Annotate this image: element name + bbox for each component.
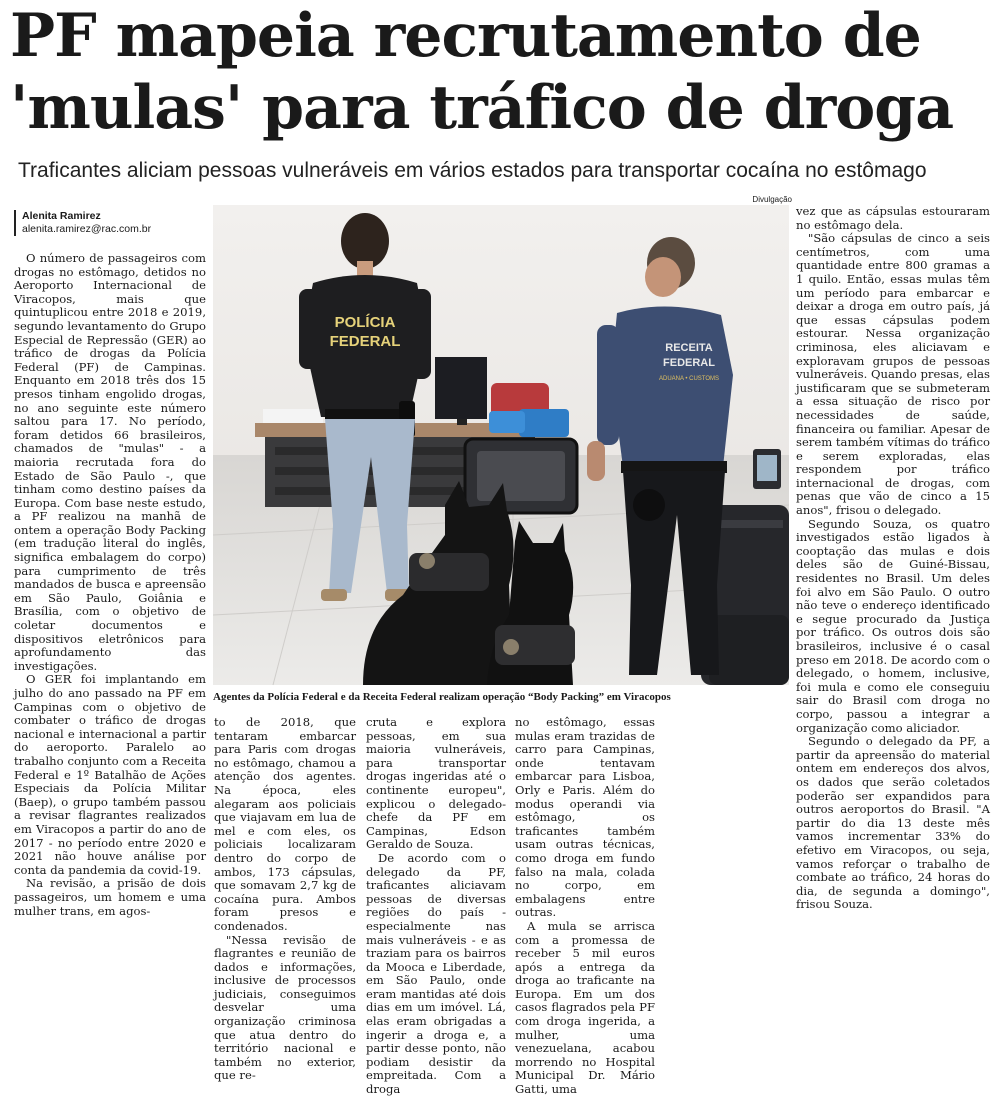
vest-text-federal-right: FEDERAL xyxy=(663,357,715,369)
paragraph: vez que as cápsulas estouraram no estômago dela. xyxy=(796,204,990,232)
paragraph: Segundo o delegado da PF, a partir da apreensão do material ontem em endereços dos alvos, os dados que serão coletados poderão ser expandidos para outros aeroportos do Brasil. "A partir do dia 13 deste mês vamos incrementar 33% do efetivo em Viracopos, ou seja, vamos reforçar o trabalho de combate ao tráfico, 24 horas do dia, de segunda a domingo", frisou Souza. xyxy=(796,734,990,912)
article-column-2 xyxy=(214,715,356,1083)
paragraph: Na revisão, a prisão de dois passageiros, um homem e uma mulher trans, em agos- xyxy=(14,876,206,918)
author-name: Alenita Ramirez xyxy=(22,210,101,222)
headline xyxy=(10,0,990,144)
paragraph: O GER foi implantando em julho do ano passado na PF em Campinas com o objetivo de combater o tráfico de drogas nacional e internacional a partir do aeroporto. Paralelo ao trabalho conjunto com a Receita Federal e 1º Batalhão de Ações Especiais da Polícia Militar (Baep), o grupo também passou a revisar flagrantes realizados em Viracopos a partir do ano de 2017 - no período entre 2020 e 2021 não houve análise por conta da pandemia da covid-19. xyxy=(14,672,206,877)
paragraph: De acordo com o delegado da PF, traficantes aliciavam pessoas de diversas regiões do país - especialmente nas mais vulneráveis - e as traziam para os bairros da Mooca e Liberdade, em São Paulo, onde eram mantidas até dois dias em um imóvel. Lá, elas eram obrigadas a ingerir a droga e, a partir desse ponto, não podiam desistir da empreitada. Com a droga xyxy=(366,850,506,1097)
paragraph: Segundo Souza, os quatro investigados estão ligados à cooptação das mulas e dois deles são de Guiné-Bissau, residentes no Brasil. Um deles foi alvo em São Paulo. O outro não teve o endereço identificado e segue procurado da Justiça por tráfico. Os outros dois são brasileiros, inclusive é o casal preso em 2018. De acordo com o delegado, o homem, inclusive, foi mula e como ele conseguiu sair do Brasil com droga no corpo, passou a integrar a organização como aliciador. xyxy=(796,516,990,735)
paragraph: cruta e explora pessoas, em sua maioria vulneráveis, para transportar drogas ingeridas até o continente europeu", explicou o delegado-chefe da PF em Campinas, Edson Geraldo de Souza. xyxy=(366,715,506,852)
paragraph: to de 2018, que tentaram embarcar para Paris com drogas no estômago, chamou a atenção dos agentes. Na época, eles alegaram aos policiais que viajavam em lua de mel e com eles, os policiais localizaram dentro do corpo de ambos, 173 cápsulas, que somavam 2,7 kg de cocaína pura. Ambos foram presos e condenados. xyxy=(214,715,356,933)
subheadline: Traficantes aliciam pessoas vulneráveis em vários estados para transportar cocaína no estômago xyxy=(18,159,927,182)
article-column-1 xyxy=(14,252,206,1022)
article-column-3 xyxy=(366,715,506,1097)
article-column-4 xyxy=(515,715,655,1097)
photo-caption: Agentes da Polícia Federal e da Receita Federal realizam operação “Body Packing” em Viracopos xyxy=(213,691,671,703)
vest-text-federal-left: FEDERAL xyxy=(329,333,401,350)
vest-text-policia: POLÍCIA xyxy=(334,314,396,331)
author-email[interactable]: alenita.ramirez@rac.com.br xyxy=(22,223,152,235)
paragraph: no estômago, essas mulas eram trazidas de carro para Campinas, onde tentavam embarcar para Lisboa, Orly e Paris. Além do modus operandi via estômago, os traficantes também usam outras técnicas, como droga em fundo falso na mala, colada no corpo, em embalagens entre outras. xyxy=(515,715,655,920)
paragraph: O número de passageiros com drogas no estômago, detidos no Aeroporto Internacional de Viracopos, mais que quintuplicou entre 2018 e 2019, segundo levantamento do Grupo Especial de Repressão (GER) ao tráfico de drogas da Polícia Federal (PF) de Campinas. Enquanto em 2018 três dos 15 presos tinham engolido drogas, no ano seguinte este número saltou para 17. No período, foram detidos 66 brasileiros, chamados de "mulas" - a maioria recrutada fora do Estado de São Paulo -, que tinham como destino países da Europa. Com base neste estudo, a PF realizou na manhã de ontem a operação Body Packing (em tradução literal do inglês, significa embalagem do corpo) para cumprimento de três mandados de busca e apreensão em São Paulo, Goiânia e Brasília, com o objetivo de coletar documentos e dispositivos eletrônicos para aprofundamento das investigações. xyxy=(14,251,206,673)
vest-text-receita: RECEITA xyxy=(665,342,713,354)
article-photo xyxy=(213,205,789,685)
headline-line-2: 'mulas' para tráfico de droga xyxy=(10,73,954,143)
paragraph: "Nessa revisão de flagrantes e reunião de dados e informações, inclusive de processos judiciais, conseguimos desvelar uma organização criminosa que atua dentro do território nacional e também no exterior, que re- xyxy=(214,932,356,1083)
headline-line-1: PF mapeia recrutamento de xyxy=(10,1,921,71)
article-column-5 xyxy=(796,205,990,1022)
paragraph: A mula se arrisca com a promessa de receber 5 mil euros após a entrega da droga ao traficante na Europa. Em um dos casos flagrados pela PF com droga ingerida, a mulher, uma venezuelana, acabou morrendo no Hospital Municipal Dr. Mário Gatti, uma xyxy=(515,918,655,1097)
photo-credit: Divulgação xyxy=(752,195,792,204)
byline xyxy=(14,210,212,236)
paragraph: "São cápsulas de cinco a seis centímetros, com uma quantidade entre 800 gramas a 1 quilo. Então, essas mulas têm um período para embarcar e deixar a droga em outro país, já que essas cápsulas podem estourar. Nessa organização criminosa, eles aliciavam e exploravam grupos de pessoas vulneráveis. Quando presas, elas justificaram que se submeteram a essa situação de risco por necessidades de saúde, financeira ou familiar. Apesar de serem também vítimas do tráfico e serem exploradas, elas respondem por tráfico internacional de drogas, com penas que vão de cinco a 15 anos", frisou o delegado. xyxy=(796,231,990,518)
vest-text-aduana: ADUANA • CUSTOMS xyxy=(659,376,719,382)
